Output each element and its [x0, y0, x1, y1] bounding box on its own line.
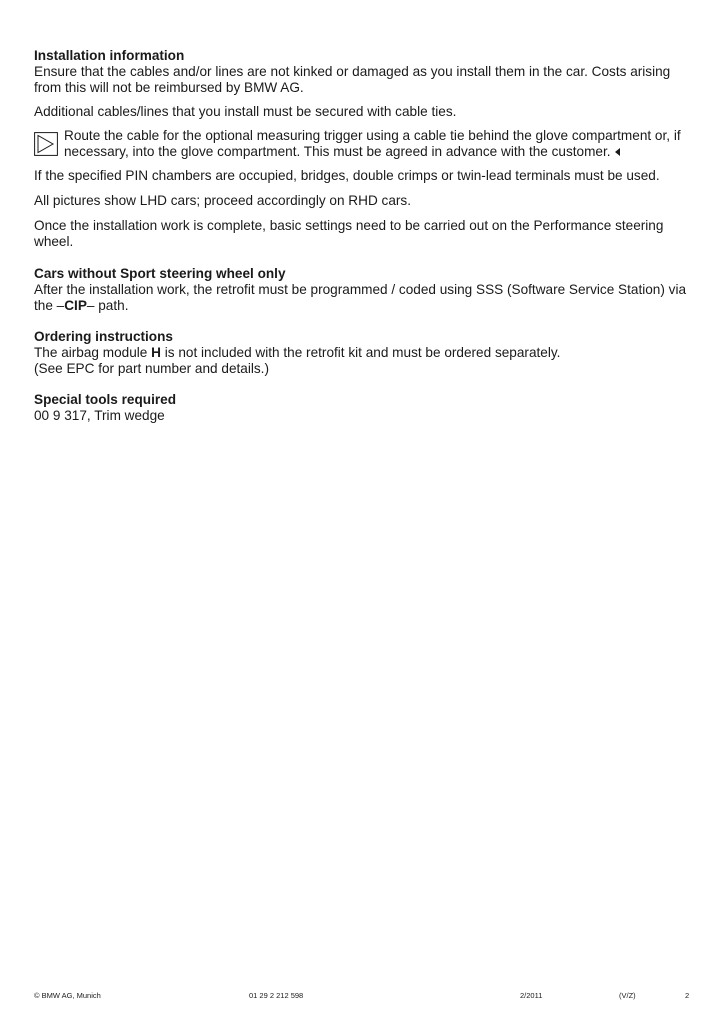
installation-paragraph-4: All pictures show LHD cars; proceed accordingly on RHD cars. — [34, 193, 411, 208]
sport-text-cip: CIP — [64, 298, 87, 313]
footer-date: 2/2011 — [520, 991, 543, 1000]
installation-paragraph-5: Once the installation work is complete, basic settings need to be carried out on the Performance steering wheel. — [34, 218, 664, 249]
sport-paragraph — [34, 282, 694, 314]
installation-paragraph-3: If the specified PIN chambers are occupied, bridges, double crimps or twin-lead terminals must be used. — [34, 168, 660, 183]
installation-paragraph-2: Additional cables/lines that you install must be secured with cable ties. — [34, 104, 457, 119]
ordering-text-before: The airbag module — [34, 345, 152, 360]
sport-text-after: – path. — [86, 298, 129, 313]
sport-text-before: After the installation work, the retrofit must be programmed / coded using SSS (Software Service Station) via the – — [34, 282, 687, 313]
ordering-line-2: (See EPC for part number and details.) — [34, 361, 269, 376]
note-block — [34, 128, 694, 160]
footer-copyright: © BMW AG, Munich — [34, 991, 101, 1000]
note-triangle-icon — [34, 132, 58, 156]
ordering-text-after: is not included with the retrofit kit and must be ordered separately. — [160, 345, 561, 360]
installation-heading: Installation information — [34, 48, 185, 63]
footer-doc-number: 01 29 2 212 598 — [249, 991, 304, 1000]
end-marker-icon — [615, 148, 620, 156]
tools-heading: Special tools required — [34, 392, 177, 407]
ordering-heading: Ordering instructions — [34, 329, 173, 344]
tools-item: 00 9 317, Trim wedge — [34, 408, 165, 423]
ordering-line-1 — [34, 345, 694, 361]
footer-page-number: 2 — [685, 991, 690, 1000]
note-text: Route the cable for the optional measuring trigger using a cable tie behind the glove compartment or, if necessary, into the glove compartment. This must be agreed in advance with the customer. — [64, 128, 681, 159]
note-text-container — [64, 128, 694, 160]
footer-code: (V/Z) — [619, 991, 636, 1000]
sport-heading: Cars without Sport steering wheel only — [34, 266, 286, 281]
installation-paragraph-1: Ensure that the cables and/or lines are not kinked or damaged as you install them in the car. Costs arising from this will not be reimbursed by BMW AG. — [34, 64, 671, 95]
ordering-text-h: H — [151, 345, 161, 360]
document-body — [34, 48, 694, 424]
